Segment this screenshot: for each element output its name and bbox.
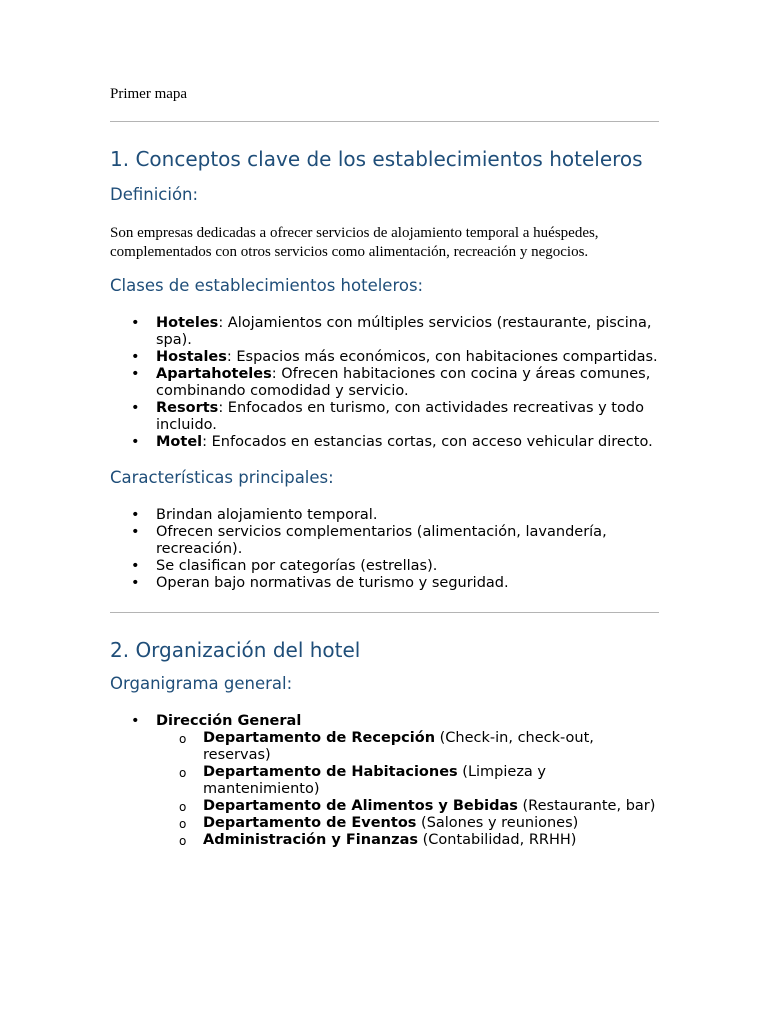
list-item-term: Apartahoteles: [156, 366, 272, 382]
list-item: [110, 524, 659, 558]
department-name: Departamento de Eventos: [203, 815, 417, 831]
list-item: [110, 315, 659, 349]
list-item-text: Se clasifican por categorías (estrellas).: [156, 558, 438, 574]
organigrama-list: [110, 713, 659, 730]
list-item: [110, 713, 659, 730]
list-item-desc: : Alojamientos con múltiples servicios (restaurante, piscina, spa).: [156, 315, 652, 348]
clases-heading: Clases de establecimientos hoteleros:: [110, 276, 424, 295]
list-item-desc: : Enfocados en estancias cortas, con acceso vehicular directo.: [202, 434, 653, 450]
list-item-desc: : Enfocados en turismo, con actividades recreativas y todo incluido.: [156, 400, 644, 433]
circle-bullet-icon: o: [179, 817, 187, 831]
definicion-heading: Definición:: [110, 185, 199, 204]
department-name: Departamento de Habitaciones: [203, 764, 458, 780]
list-item-text: Ofrecen servicios complementarios (alimentación, lavandería, recreación).: [156, 524, 607, 557]
section-2-title: 2. Organización del hotel: [110, 638, 361, 662]
list-item-term: Resorts: [156, 400, 219, 416]
organigrama-root: Dirección General: [156, 713, 302, 729]
bullet-icon: •: [131, 524, 140, 540]
list-item: [110, 434, 659, 451]
list-item: [110, 832, 659, 849]
list-item: [110, 798, 659, 815]
department-name: Administración y Finanzas: [203, 832, 419, 848]
circle-bullet-icon: o: [179, 732, 187, 746]
circle-bullet-icon: o: [179, 766, 187, 780]
bullet-icon: •: [131, 366, 140, 382]
bullet-icon: •: [131, 713, 140, 729]
bullet-icon: •: [131, 575, 140, 591]
clases-list: [110, 315, 659, 451]
section-1-title: 1. Conceptos clave de los establecimientos hoteleros: [110, 147, 643, 171]
department-desc: (Check-in, check-out, reservas): [203, 730, 594, 763]
list-item-term: Hoteles: [156, 315, 219, 331]
department-desc: (Salones y reuniones): [416, 815, 579, 831]
list-item: [110, 349, 659, 366]
organigrama-heading: Organigrama general:: [110, 674, 293, 693]
bullet-icon: •: [131, 400, 140, 416]
divider: [110, 121, 659, 122]
list-item: [110, 507, 659, 524]
list-item: [110, 764, 659, 798]
bullet-icon: •: [131, 558, 140, 574]
departments-list: [110, 730, 659, 849]
bullet-icon: •: [131, 315, 140, 331]
list-item-desc: : Espacios más económicos, con habitaciones compartidas.: [226, 349, 658, 365]
department-name: Departamento de Recepción: [203, 730, 436, 746]
list-item-desc: : Ofrecen habitaciones con cocina y áreas comunes, combinando comodidad y servicio.: [156, 366, 651, 399]
caracteristicas-list: [110, 507, 659, 592]
list-item: [110, 558, 659, 575]
circle-bullet-icon: o: [179, 834, 187, 848]
caracteristicas-heading: Características principales:: [110, 468, 334, 487]
list-item: [110, 730, 659, 764]
department-desc: (Limpieza y mantenimiento): [203, 764, 547, 797]
list-item-term: Motel: [156, 434, 203, 450]
department-desc: (Contabilidad, RRHH): [418, 832, 577, 848]
bullet-icon: •: [131, 434, 140, 450]
department-desc: (Restaurante, bar): [517, 798, 656, 814]
divider: [110, 612, 659, 613]
list-item-text: Brindan alojamiento temporal.: [156, 507, 378, 523]
document-label: Primer mapa: [110, 86, 188, 102]
document-content: [110, 85, 659, 849]
list-item: [110, 366, 659, 400]
definicion-text: Son empresas dedicadas a ofrecer servicios de alojamiento temporal a huéspedes, complementados con otros servicios como alimentación, recreación y negocios.: [110, 225, 599, 260]
list-item: [110, 575, 659, 592]
department-name: Departamento de Alimentos y Bebidas: [203, 798, 518, 814]
list-item: [110, 815, 659, 832]
list-item: [110, 400, 659, 434]
list-item-text: Operan bajo normativas de turismo y seguridad.: [156, 575, 509, 591]
bullet-icon: •: [131, 507, 140, 523]
circle-bullet-icon: o: [179, 800, 187, 814]
bullet-icon: •: [131, 349, 140, 365]
list-item-term: Hostales: [156, 349, 227, 365]
